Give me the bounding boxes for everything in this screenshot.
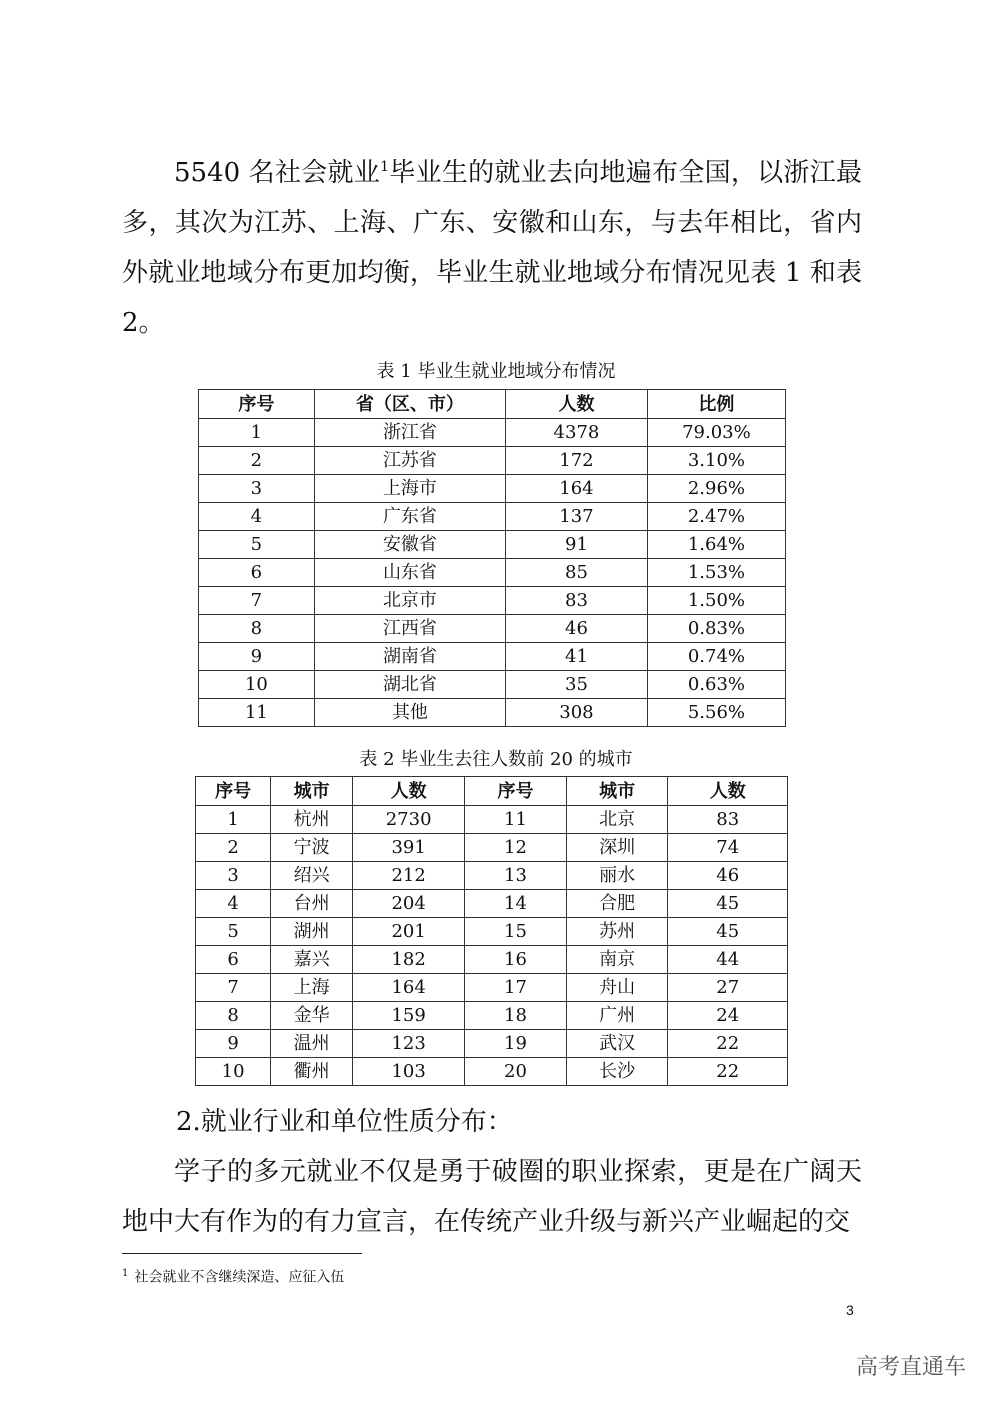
table-cell: 212: [353, 862, 465, 890]
table-cell: 11: [465, 806, 567, 834]
table-cell: 湖北省: [314, 671, 505, 699]
column-header: 省（区、市）: [314, 390, 505, 419]
table-cell: 9: [199, 643, 315, 671]
table-cell: 3: [196, 862, 271, 890]
table-cell: 20: [465, 1058, 567, 1086]
table-cell: 45: [668, 918, 788, 946]
footnote-marker: 1: [122, 1268, 129, 1279]
table-row: [199, 419, 786, 447]
table-cell: 2: [199, 447, 315, 475]
table-row: [196, 834, 788, 862]
table-cell: 丽水: [566, 862, 668, 890]
table-cell: 2: [196, 834, 271, 862]
table-cell: 武汉: [566, 1030, 668, 1058]
table-cell: 0.83%: [647, 615, 785, 643]
table-cell: 广州: [566, 1002, 668, 1030]
table-cell: 浙江省: [314, 419, 505, 447]
table-cell: 22: [668, 1030, 788, 1058]
table-cell: 137: [506, 503, 648, 531]
column-header: 城市: [271, 777, 353, 806]
watermark: 高考直通车: [856, 1355, 967, 1380]
table-cell: 164: [506, 475, 648, 503]
table2-caption: 表 2 毕业生去往人数前 20 的城市: [359, 749, 633, 770]
table-cell: 10: [196, 1058, 271, 1086]
table-cell: 1.53%: [647, 559, 785, 587]
column-header: 城市: [566, 777, 668, 806]
table-cell: 4: [196, 890, 271, 918]
table-cell: 2.47%: [647, 503, 785, 531]
table-row: [199, 643, 786, 671]
table-body: [196, 806, 788, 1086]
table-row: [196, 806, 788, 834]
table-row: [196, 918, 788, 946]
table-row: [199, 699, 786, 727]
table-cell: 嘉兴: [271, 946, 353, 974]
table-cell: 13: [465, 862, 567, 890]
table-header-row: [196, 777, 788, 806]
table-cell: 1.64%: [647, 531, 785, 559]
table-row: [199, 587, 786, 615]
table-cell: 上海市: [314, 475, 505, 503]
table-cell: 44: [668, 946, 788, 974]
table-cell: 19: [465, 1030, 567, 1058]
footnote-text: 社会就业不含继续深造、应征入伍: [134, 1269, 345, 1286]
table-cell: 江西省: [314, 615, 505, 643]
table-cell: 204: [353, 890, 465, 918]
table-cell: 103: [353, 1058, 465, 1086]
column-header: 人数: [668, 777, 788, 806]
intro-text-rest: 毕业生的就业去向地遍布全国，以浙江最多，其次为江苏、上海、广东、安徽和山东，与去年相比，省内外就业地域分布更加均衡，毕业生就业地域分布情况见表 1 和表 2。: [122, 158, 862, 338]
table-cell: 温州: [271, 1030, 353, 1058]
table-cell: 391: [353, 834, 465, 862]
table-cell: 其他: [314, 699, 505, 727]
table-cell: 9: [196, 1030, 271, 1058]
table-cell: 1.50%: [647, 587, 785, 615]
table-row: [196, 1058, 788, 1086]
footnote-ref[interactable]: 1: [380, 159, 390, 175]
table-cell: 85: [506, 559, 648, 587]
body-paragraph: 学子的多元就业不仅是勇于破圈的职业探索，更是在广阔天地中大有作为的有力宣言，在传统产业升级与新兴产业崛起的交: [122, 1157, 862, 1237]
table-cell: 湖州: [271, 918, 353, 946]
table-cell: 164: [353, 974, 465, 1002]
table-cell: 22: [668, 1058, 788, 1086]
table-cell: 27: [668, 974, 788, 1002]
table-cell: 91: [506, 531, 648, 559]
table-cell: 杭州: [271, 806, 353, 834]
table-cell: 北京: [566, 806, 668, 834]
table-cell: 3.10%: [647, 447, 785, 475]
table-cell: 台州: [271, 890, 353, 918]
table-cell: 6: [199, 559, 315, 587]
table-row: [199, 475, 786, 503]
table-cell: 12: [465, 834, 567, 862]
table-cell: 广东省: [314, 503, 505, 531]
table-row: [196, 1002, 788, 1030]
table-row: [199, 503, 786, 531]
table-cell: 45: [668, 890, 788, 918]
table-cell: 182: [353, 946, 465, 974]
table-cell: 11: [199, 699, 315, 727]
column-header: 人数: [353, 777, 465, 806]
table-cell: 8: [196, 1002, 271, 1030]
table-cell: 安徽省: [314, 531, 505, 559]
table-cell: 江苏省: [314, 447, 505, 475]
table-cell: 35: [506, 671, 648, 699]
page-number: 3: [846, 1302, 854, 1318]
table-row: [199, 559, 786, 587]
table-cell: 24: [668, 1002, 788, 1030]
table-cell: 南京: [566, 946, 668, 974]
table-cell: 6: [196, 946, 271, 974]
top-cities-table: [195, 776, 788, 1086]
table-cell: 15: [465, 918, 567, 946]
table-cell: 深圳: [566, 834, 668, 862]
table-cell: 41: [506, 643, 648, 671]
table-row: [196, 862, 788, 890]
column-header: 序号: [199, 390, 315, 419]
table-cell: 159: [353, 1002, 465, 1030]
table-cell: 172: [506, 447, 648, 475]
table-cell: 17: [465, 974, 567, 1002]
table-cell: 46: [506, 615, 648, 643]
table-cell: 5.56%: [647, 699, 785, 727]
table-cell: 0.74%: [647, 643, 785, 671]
table-cell: 14: [465, 890, 567, 918]
table-row: [199, 447, 786, 475]
column-header: 序号: [465, 777, 567, 806]
intro-paragraph: [122, 148, 862, 348]
footnote: [122, 1264, 344, 1288]
table-cell: 83: [668, 806, 788, 834]
table1-caption: 表 1 毕业生就业地域分布情况: [376, 361, 616, 382]
table-cell: 0.63%: [647, 671, 785, 699]
table-cell: 201: [353, 918, 465, 946]
table-cell: 4: [199, 503, 315, 531]
column-header: 序号: [196, 777, 271, 806]
table-row: [199, 615, 786, 643]
table-cell: 金华: [271, 1002, 353, 1030]
table-cell: 46: [668, 862, 788, 890]
table-cell: 16: [465, 946, 567, 974]
table-cell: 合肥: [566, 890, 668, 918]
table-header-row: [199, 390, 786, 419]
table-cell: 308: [506, 699, 648, 727]
table-body: [199, 419, 786, 727]
table-cell: 4378: [506, 419, 648, 447]
table-cell: 7: [199, 587, 315, 615]
table-cell: 123: [353, 1030, 465, 1058]
column-header: 人数: [506, 390, 648, 419]
table-row: [196, 974, 788, 1002]
table-row: [196, 946, 788, 974]
section-heading: 2.就业行业和单位性质分布：: [176, 1107, 513, 1137]
table-cell: 上海: [271, 974, 353, 1002]
table-cell: 宁波: [271, 834, 353, 862]
table-row: [196, 890, 788, 918]
table-cell: 5: [199, 531, 315, 559]
table-row: [196, 1030, 788, 1058]
footnote-divider: [122, 1253, 362, 1254]
table-cell: 2.96%: [647, 475, 785, 503]
table-cell: 7: [196, 974, 271, 1002]
table-cell: 湖南省: [314, 643, 505, 671]
table-cell: 74: [668, 834, 788, 862]
table-row: [199, 531, 786, 559]
table-cell: 1: [196, 806, 271, 834]
table-cell: 83: [506, 587, 648, 615]
table-cell: 79.03%: [647, 419, 785, 447]
table-cell: 山东省: [314, 559, 505, 587]
table-cell: 北京市: [314, 587, 505, 615]
table-cell: 绍兴: [271, 862, 353, 890]
table-cell: 苏州: [566, 918, 668, 946]
table-cell: 10: [199, 671, 315, 699]
table-cell: 5: [196, 918, 271, 946]
table-cell: 长沙: [566, 1058, 668, 1086]
column-header: 比例: [647, 390, 785, 419]
table-cell: 2730: [353, 806, 465, 834]
table-cell: 3: [199, 475, 315, 503]
region-distribution-table: [198, 389, 786, 727]
intro-text-start: 5540 名社会就业: [174, 158, 381, 188]
table-cell: 8: [199, 615, 315, 643]
table-cell: 18: [465, 1002, 567, 1030]
table-row: [199, 671, 786, 699]
table-cell: 舟山: [566, 974, 668, 1002]
table-cell: 1: [199, 419, 315, 447]
table-cell: 衢州: [271, 1058, 353, 1086]
